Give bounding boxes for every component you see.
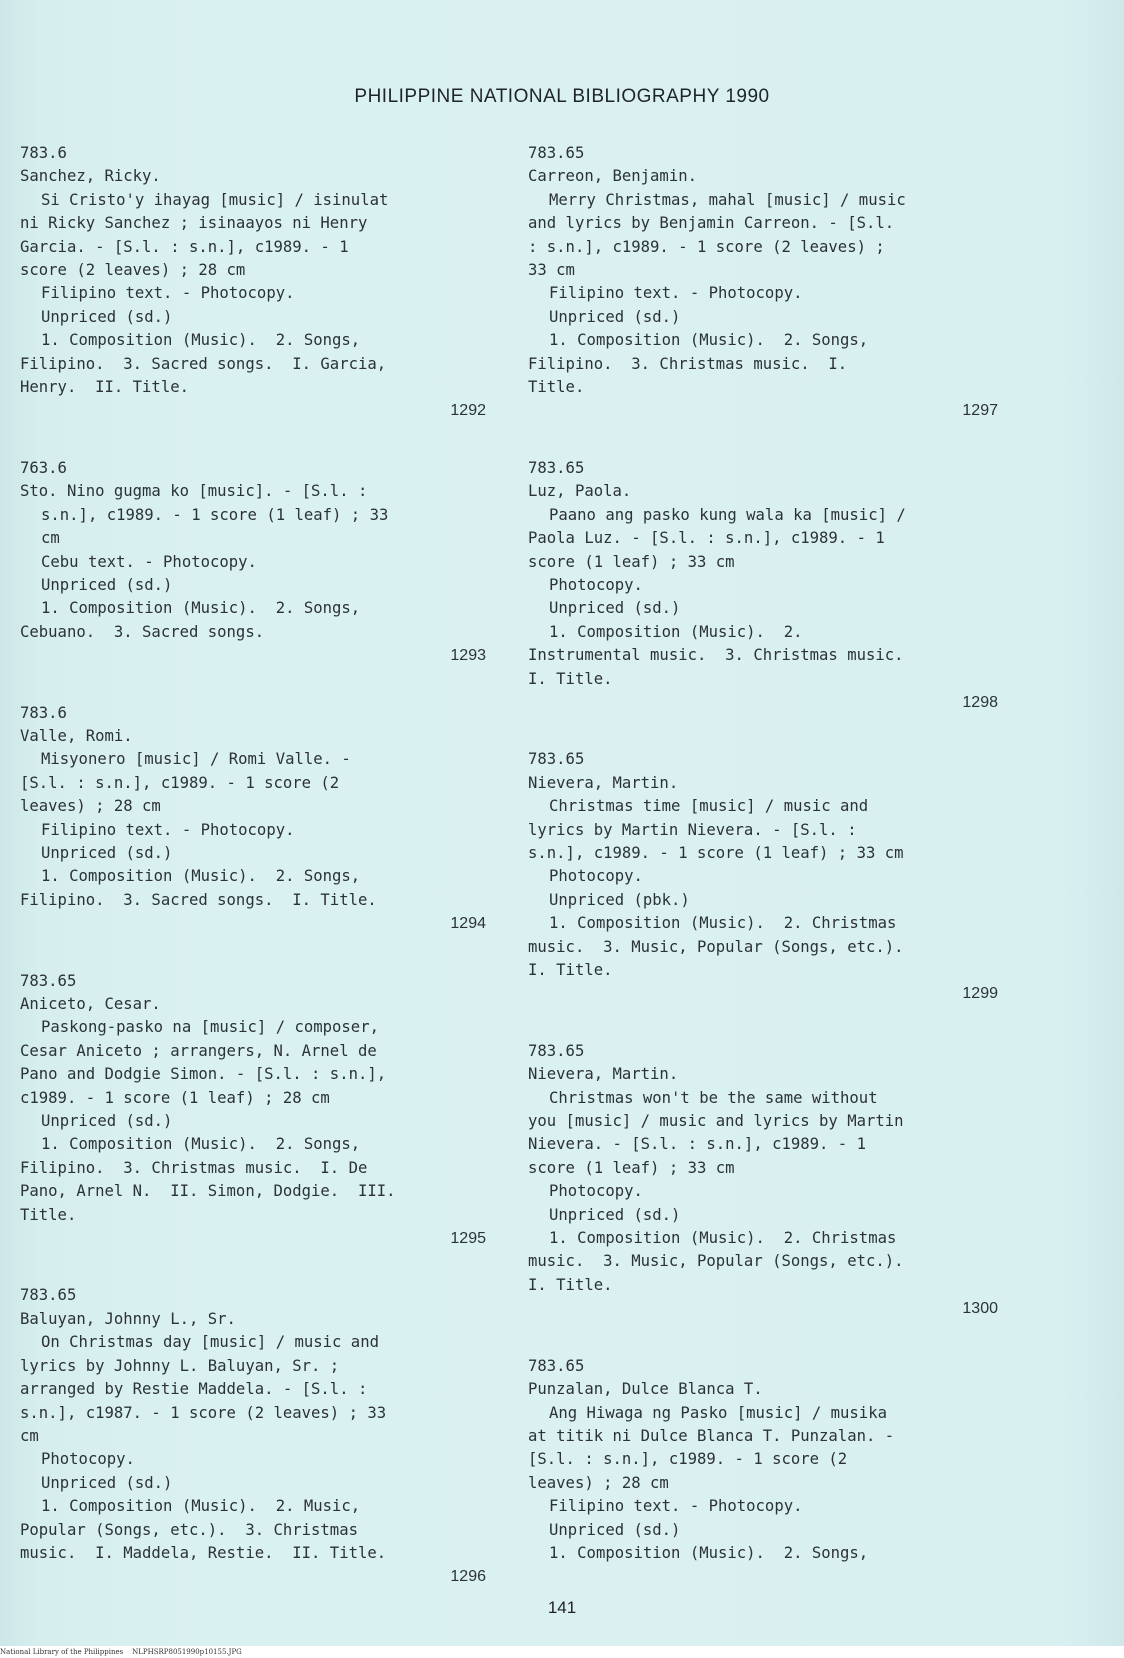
- entry-line: Title.: [528, 378, 585, 397]
- entry-line: and lyrics by Benjamin Carreon. - [S.l.: [528, 214, 895, 233]
- class-number: 783.65: [528, 144, 585, 162]
- entry-line: Sanchez, Ricky.: [20, 167, 161, 186]
- entry-line: Pano, Arnel N. II. Simon, Dodgie. III.: [20, 1182, 396, 1201]
- entry-line: Filipino text. - Photocopy.: [549, 1497, 803, 1516]
- right-column: [528, 142, 998, 1565]
- bibliographic-entry: [528, 1355, 998, 1566]
- entry-line: [S.l. : s.n.], c1989. - 1 score (2: [528, 1450, 848, 1469]
- bibliographic-entry: [20, 702, 486, 936]
- entry-line: Ang Hiwaga ng Pasko [music] / musika: [549, 1403, 887, 1422]
- entry-gap: [528, 1321, 998, 1355]
- entry-line: Merry Christmas, mahal [music] / music: [549, 190, 906, 209]
- bibliographic-entry: [528, 748, 998, 1005]
- entry-line: Unpriced (pbk.): [549, 890, 690, 909]
- entry-line: Punzalan, Dulce Blanca T.: [528, 1380, 763, 1399]
- entry-line: Henry. II. Title.: [20, 378, 189, 397]
- entry-line: at titik ni Dulce Blanca T. Punzalan. -: [528, 1426, 895, 1445]
- entry-gap: [20, 936, 486, 970]
- entry-line: Aniceto, Cesar.: [20, 995, 161, 1013]
- entry-number: 1296: [450, 1568, 486, 1586]
- entry-line: leaves) ; 28 cm: [528, 1473, 669, 1492]
- entry-line: Pano and Dodgie Simon. - [S.l. : s.n.],: [20, 1065, 387, 1084]
- entry-line: Filipino. 3. Christmas music. I. De: [20, 1158, 368, 1177]
- entry-line: Nievera, Martin.: [528, 773, 679, 792]
- entry-number: 1299: [962, 985, 998, 1003]
- entry-line: Valle, Romi.: [20, 726, 133, 745]
- entry-line: score (1 leaf) ; 33 cm: [528, 552, 735, 571]
- entry-line: : s.n.], c1989. - 1 score (2 leaves) ;: [528, 237, 885, 256]
- entry-line: Misyonero [music] / Romi Valle. -: [41, 750, 351, 769]
- scan-footer: National Library of the Philippines NLPHSRP8051990p10155.JPG: [0, 1646, 1124, 1658]
- entry-number: 1292: [450, 402, 486, 420]
- entry-line: s.n.], c1989. - 1 score (1 leaf) ; 33: [41, 505, 389, 524]
- entry-gap: [20, 423, 486, 457]
- entry-line: Filipino. 3. Christmas music. I.: [528, 354, 848, 373]
- entry-gap: [20, 1250, 486, 1284]
- entry-line: Unpriced (sd.): [41, 1473, 173, 1492]
- entry-line: Title.: [20, 1205, 77, 1224]
- entry-line: Sto. Nino gugma ko [music]. - [S.l. :: [20, 482, 368, 501]
- page-number: 141: [547, 1598, 577, 1617]
- entry-line: Nievera. - [S.l. : s.n.], c1989. - 1: [528, 1135, 866, 1154]
- entry-line: Unpriced (sd.): [549, 307, 681, 326]
- entry-line: Garcia. - [S.l. : s.n.], c1989. - 1: [20, 237, 349, 256]
- entry-line: Baluyan, Johnny L., Sr.: [20, 1309, 236, 1328]
- bibliographic-entry: [20, 457, 486, 668]
- entry-number: 1297: [962, 402, 998, 420]
- entry-line: [S.l. : s.n.], c1989. - 1 score (2: [20, 773, 340, 792]
- bibliographic-entry: [20, 1284, 486, 1588]
- bibliographic-entry: [20, 970, 486, 1251]
- entry-line: Christmas won't be the same without: [549, 1088, 878, 1107]
- entry-gap: [528, 714, 998, 748]
- entry-line: 1. Composition (Music). 2. Songs,: [41, 331, 361, 350]
- entry-line: 1. Composition (Music). 2. Songs,: [549, 331, 869, 350]
- entry-line: lyrics by Martin Nievera. - [S.l. :: [528, 820, 857, 839]
- entry-line: ni Ricky Sanchez ; isinaayos ni Henry: [20, 214, 368, 233]
- class-number: 783.65: [20, 1286, 77, 1305]
- bibliographic-entry: [528, 1040, 998, 1321]
- entry-line: Carreon, Benjamin.: [528, 167, 697, 186]
- entry-line: 1. Composition (Music). 2. Songs,: [41, 867, 361, 886]
- entry-line: I. Title.: [528, 1275, 613, 1294]
- entry-line: cm: [41, 529, 60, 548]
- entry-line: 1. Composition (Music). 2. Music,: [41, 1497, 361, 1516]
- entry-line: Paano ang pasko kung wala ka [music] /: [549, 505, 906, 524]
- entry-line: Luz, Paola.: [528, 482, 632, 501]
- entry-line: 1. Composition (Music). 2. Christmas: [549, 914, 897, 933]
- entry-line: Unpriced (sd.): [41, 843, 173, 862]
- entry-line: c1989. - 1 score (1 leaf) ; 28 cm: [20, 1088, 330, 1107]
- entry-gap: [20, 668, 486, 702]
- class-number: 783.65: [528, 1041, 585, 1060]
- entry-line: Si Cristo'y ihayag [music] / isinulat: [41, 190, 389, 209]
- entry-line: Filipino. 3. Sacred songs. I. Garcia,: [20, 354, 387, 373]
- running-head: PHILIPPINE NATIONAL BIBLIOGRAPHY 1990: [354, 86, 770, 107]
- entry-gap: [528, 1006, 998, 1040]
- entry-line: Instrumental music. 3. Christmas music.: [528, 646, 904, 665]
- entry-line: Filipino text. - Photocopy.: [549, 284, 803, 303]
- bibliographic-entry: [528, 142, 998, 423]
- left-column: [20, 142, 486, 1589]
- entry-line: Photocopy.: [549, 575, 643, 594]
- class-number: 783.6: [20, 144, 67, 162]
- entry-line: lyrics by Johnny L. Baluyan, Sr. ;: [20, 1356, 340, 1375]
- entry-line: Filipino text. - Photocopy.: [41, 284, 295, 303]
- entry-line: 1. Composition (Music). 2. Songs,: [41, 599, 361, 618]
- entry-line: Unpriced (sd.): [41, 1112, 173, 1131]
- class-number: 783.65: [528, 750, 585, 769]
- entry-line: s.n.], c1989. - 1 score (1 leaf) ; 33 cm: [528, 843, 904, 862]
- entry-line: music. I. Maddela, Restie. II. Title.: [20, 1543, 387, 1562]
- entry-line: Cebuano. 3. Sacred songs.: [20, 622, 265, 641]
- entry-line: leaves) ; 28 cm: [20, 797, 161, 816]
- entry-line: 1. Composition (Music). 2. Christmas: [549, 1229, 897, 1248]
- entry-number: 1294: [450, 915, 486, 933]
- entry-number: 1293: [450, 647, 486, 665]
- entry-line: I. Title.: [528, 961, 613, 979]
- entry-line: Photocopy.: [41, 1450, 135, 1469]
- entry-line: 33 cm: [528, 261, 575, 280]
- entry-line: Nievera, Martin.: [528, 1065, 679, 1084]
- entry-line: Photocopy.: [549, 867, 643, 886]
- entry-line: you [music] / music and lyrics by Martin: [528, 1112, 904, 1131]
- class-number: 783.65: [20, 971, 77, 990]
- entry-line: arranged by Restie Maddela. - [S.l. :: [20, 1380, 368, 1399]
- bibliographic-entry: [528, 457, 998, 714]
- class-number: 763.6: [20, 458, 67, 477]
- entry-line: Unpriced (sd.): [41, 575, 173, 594]
- entry-line: Christmas time [music] / music and: [549, 797, 869, 816]
- entry-line: Unpriced (sd.): [549, 1205, 681, 1224]
- entry-line: I. Title.: [528, 669, 613, 688]
- entry-number: 1300: [962, 1300, 998, 1318]
- entry-line: cm: [20, 1426, 39, 1445]
- entry-gap: [528, 423, 998, 457]
- class-number: 783.65: [528, 1356, 585, 1375]
- entry-line: music. 3. Music, Popular (Songs, etc.).: [528, 1252, 904, 1271]
- entry-line: Unpriced (sd.): [41, 307, 173, 326]
- entry-number: 1298: [962, 693, 998, 711]
- entry-line: score (2 leaves) ; 28 cm: [20, 261, 246, 280]
- entry-line: On Christmas day [music] / music and: [41, 1333, 379, 1352]
- entry-line: 1. Composition (Music). 2. Songs,: [549, 1543, 869, 1562]
- class-number: 783.6: [20, 703, 67, 722]
- entry-line: Photocopy.: [549, 1182, 643, 1201]
- bibliographic-entry: [20, 142, 486, 423]
- entry-line: score (1 leaf) ; 33 cm: [528, 1158, 735, 1177]
- entry-line: music. 3. Music, Popular (Songs, etc.).: [528, 937, 904, 956]
- entry-line: Unpriced (sd.): [549, 599, 681, 618]
- entry-line: Paola Luz. - [S.l. : s.n.], c1989. - 1: [528, 529, 885, 548]
- entry-line: Filipino. 3. Sacred songs. I. Title.: [20, 890, 377, 909]
- entry-line: 1. Composition (Music). 2. Songs,: [41, 1135, 361, 1154]
- entry-line: Cesar Aniceto ; arrangers, N. Arnel de: [20, 1041, 377, 1060]
- entry-line: Filipino text. - Photocopy.: [41, 820, 295, 839]
- entry-line: Cebu text. - Photocopy.: [41, 552, 257, 571]
- class-number: 783.65: [528, 458, 585, 477]
- entry-line: s.n.], c1987. - 1 score (2 leaves) ; 33: [20, 1403, 387, 1422]
- entry-line: Paskong-pasko na [music] / composer,: [41, 1018, 379, 1037]
- entry-number: 1295: [450, 1230, 486, 1248]
- entry-line: 1. Composition (Music). 2.: [549, 622, 803, 641]
- entry-line: Unpriced (sd.): [549, 1520, 681, 1539]
- entry-line: Popular (Songs, etc.). 3. Christmas: [20, 1520, 358, 1539]
